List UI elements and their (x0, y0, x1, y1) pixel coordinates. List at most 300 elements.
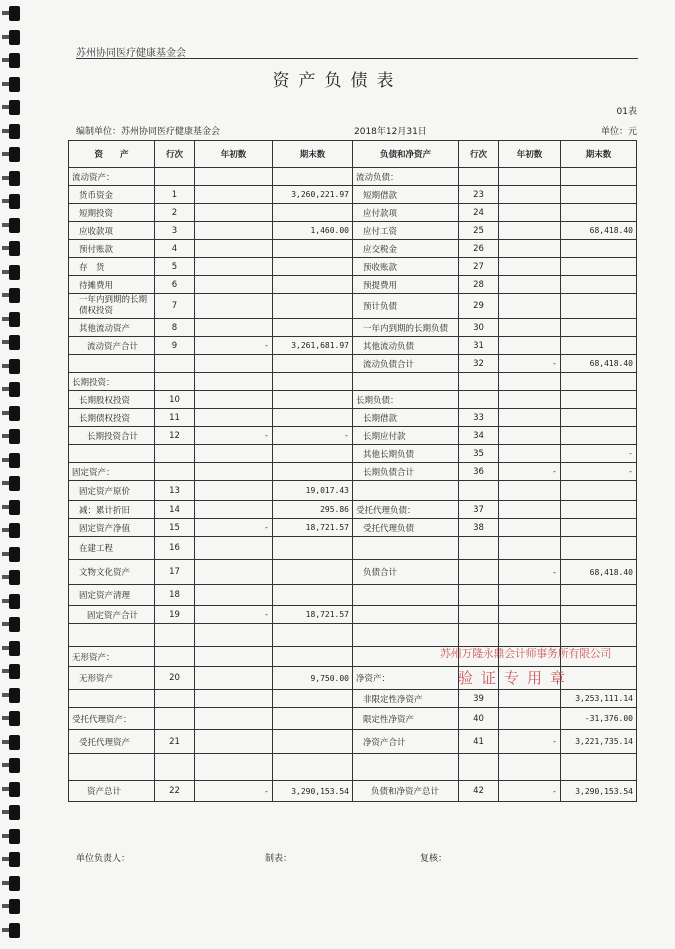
cell-asset-line: 5 (155, 258, 195, 276)
cell-asset-begin (195, 481, 273, 501)
cell-liab-begin: - (499, 560, 561, 585)
binding-ring (9, 523, 20, 538)
cell-asset-begin (195, 624, 273, 647)
cell-asset-line: 22 (155, 781, 195, 802)
cell-asset-name: 货币资金 (69, 186, 155, 204)
binding-ring (9, 382, 20, 397)
cell-asset-name (69, 690, 155, 708)
binding-ring (9, 852, 20, 867)
cell-asset-end (273, 294, 353, 319)
cell-asset-end (273, 391, 353, 409)
cell-asset-end (273, 168, 353, 186)
cell-asset-name: 固定资产： (69, 463, 155, 481)
cell-liab-end (561, 585, 637, 606)
cell-asset-end (273, 258, 353, 276)
table-row (69, 537, 637, 560)
binding-ring (9, 147, 20, 162)
cell-liab-end: 3,253,111.14 (561, 690, 637, 708)
cell-liab-name: 预计负债 (353, 294, 459, 319)
prepared-by: 编制单位：苏州协同医疗健康基金会 (76, 127, 221, 137)
cell-asset-line: 6 (155, 276, 195, 294)
cell-liab-name: 应交税金 (353, 240, 459, 258)
cell-liab-begin (499, 754, 561, 781)
cell-liab-end: - (561, 463, 637, 481)
column-header-asset-line: 行次 (155, 141, 195, 168)
cell-asset-begin (195, 391, 273, 409)
table-row (69, 337, 637, 355)
cell-liab-line: 38 (459, 519, 499, 537)
cell-asset-end: 1,460.00 (273, 222, 353, 240)
cell-asset-end (273, 647, 353, 667)
cell-liab-begin (499, 258, 561, 276)
cell-asset-begin (195, 168, 273, 186)
cell-liab-name (353, 481, 459, 501)
table-row (69, 409, 637, 427)
cell-liab-name: 流动负债： (353, 168, 459, 186)
cell-asset-begin (195, 647, 273, 667)
cell-liab-name (353, 754, 459, 781)
signature-reviewer: 复核： (420, 854, 448, 864)
cell-asset-line (155, 463, 195, 481)
cell-liab-begin (499, 501, 561, 519)
cell-liab-end (561, 294, 637, 319)
cell-liab-name: 净资产合计 (353, 730, 459, 754)
cell-liab-name (353, 585, 459, 606)
cell-liab-name: 应付款项 (353, 204, 459, 222)
cell-asset-begin (195, 730, 273, 754)
table-row (69, 294, 637, 319)
balance-sheet-table (68, 140, 637, 802)
cell-liab-line (459, 537, 499, 560)
table-row (69, 585, 637, 606)
cell-asset-name: 一年内到期的长期债权投资 (69, 294, 155, 319)
page-title: 资产负债表 (272, 71, 403, 91)
cell-asset-name: 其他流动资产 (69, 319, 155, 337)
cell-asset-line (155, 690, 195, 708)
table-row (69, 606, 637, 624)
cell-asset-begin (195, 373, 273, 391)
cell-liab-name: 净资产： (353, 667, 459, 690)
cell-asset-line: 11 (155, 409, 195, 427)
binding-ring (9, 6, 20, 21)
cell-liab-line: 27 (459, 258, 499, 276)
cell-asset-line (155, 647, 195, 667)
cell-liab-line (459, 373, 499, 391)
cell-liab-end (561, 276, 637, 294)
binding-ring (9, 476, 20, 491)
cell-liab-end: 3,290,153.54 (561, 781, 637, 802)
cell-asset-name: 文物文化资产 (69, 560, 155, 585)
cell-asset-line: 8 (155, 319, 195, 337)
cell-asset-end: 3,261,681.97 (273, 337, 353, 355)
table-row (69, 204, 637, 222)
cell-asset-name (69, 754, 155, 781)
cell-asset-line (155, 754, 195, 781)
table-row (69, 481, 637, 501)
form-number: 01表 (616, 107, 637, 117)
cell-asset-begin: - (195, 519, 273, 537)
cell-asset-begin (195, 501, 273, 519)
cell-asset-line (155, 708, 195, 730)
binding-ring (9, 30, 20, 45)
currency-unit: 单位：元 (600, 127, 637, 137)
cell-liab-begin (499, 294, 561, 319)
table-row (69, 708, 637, 730)
cell-liab-line: 35 (459, 445, 499, 463)
cell-asset-begin: - (195, 606, 273, 624)
cell-asset-line (155, 445, 195, 463)
cell-liab-begin (499, 319, 561, 337)
cell-asset-name: 受托代理资产 (69, 730, 155, 754)
binding-ring (9, 265, 20, 280)
cell-asset-name: 应收款项 (69, 222, 155, 240)
signature-maker: 制表： (265, 854, 293, 864)
binding-ring (9, 406, 20, 421)
cell-asset-line: 15 (155, 519, 195, 537)
cell-liab-line (459, 624, 499, 647)
cell-asset-name: 受托代理资产： (69, 708, 155, 730)
cell-asset-name: 流动资产合计 (69, 337, 155, 355)
cell-liab-begin (499, 519, 561, 537)
cell-liab-line: 29 (459, 294, 499, 319)
cell-asset-begin (195, 445, 273, 463)
table-header-row (69, 141, 637, 168)
cell-asset-end (273, 445, 353, 463)
stamp-purpose: 验证专用章 (458, 669, 574, 687)
binding-ring (9, 688, 20, 703)
cell-asset-line: 7 (155, 294, 195, 319)
binding-ring (9, 641, 20, 656)
cell-liab-end (561, 754, 637, 781)
table-row (69, 754, 637, 781)
binding-ring (9, 194, 20, 209)
cell-liab-name: 应付工资 (353, 222, 459, 240)
cell-asset-name: 固定资产净值 (69, 519, 155, 537)
cell-asset-line: 16 (155, 537, 195, 560)
cell-asset-end (273, 204, 353, 222)
cell-asset-name (69, 355, 155, 373)
table-row (69, 222, 637, 240)
cell-asset-name: 待摊费用 (69, 276, 155, 294)
cell-liab-name (353, 606, 459, 624)
table-row (69, 624, 637, 647)
cell-asset-begin (195, 355, 273, 373)
cell-liab-begin (499, 445, 561, 463)
cell-liab-line: 36 (459, 463, 499, 481)
cell-asset-begin (195, 294, 273, 319)
cell-liab-begin (499, 391, 561, 409)
column-header-liab-end: 期末数 (561, 141, 637, 168)
binding-ring (9, 429, 20, 444)
cell-liab-end (561, 427, 637, 445)
cell-asset-name: 固定资产原价 (69, 481, 155, 501)
cell-liab-end (561, 391, 637, 409)
cell-liab-line: 26 (459, 240, 499, 258)
cell-liab-begin (499, 606, 561, 624)
cell-asset-line (155, 355, 195, 373)
cell-asset-name: 存 货 (69, 258, 155, 276)
cell-asset-line (155, 624, 195, 647)
binding-ring (9, 124, 20, 139)
cell-asset-begin (195, 258, 273, 276)
cell-liab-begin (499, 204, 561, 222)
cell-asset-end (273, 585, 353, 606)
cell-liab-begin (499, 537, 561, 560)
cell-asset-end: 3,290,153.54 (273, 781, 353, 802)
binding-ring (9, 923, 20, 938)
cell-asset-end (273, 730, 353, 754)
cell-liab-begin (499, 337, 561, 355)
column-header-liab-begin: 年初数 (499, 141, 561, 168)
cell-liab-end (561, 519, 637, 537)
cell-liab-end (561, 501, 637, 519)
cell-liab-line (459, 585, 499, 606)
cell-asset-name: 无形资产 (69, 667, 155, 690)
table-row (69, 519, 637, 537)
cell-asset-line: 12 (155, 427, 195, 445)
cell-liab-end: -31,376.00 (561, 708, 637, 730)
cell-asset-line (155, 373, 195, 391)
cell-asset-line: 9 (155, 337, 195, 355)
binding-ring (9, 288, 20, 303)
cell-liab-end (561, 624, 637, 647)
binding-ring (9, 876, 20, 891)
table-row (69, 168, 637, 186)
cell-asset-begin (195, 409, 273, 427)
cell-asset-line (155, 168, 195, 186)
column-header-liab-line: 行次 (459, 141, 499, 168)
cell-liab-name: 长期借款 (353, 409, 459, 427)
cell-asset-end: 19,017.43 (273, 481, 353, 501)
cell-asset-end (273, 708, 353, 730)
table-row (69, 427, 637, 445)
table-row (69, 258, 637, 276)
cell-liab-line: 40 (459, 708, 499, 730)
cell-asset-begin (195, 204, 273, 222)
cell-liab-name: 长期负债： (353, 391, 459, 409)
binding-ring (9, 758, 20, 773)
cell-liab-begin (499, 481, 561, 501)
cell-asset-name: 流动资产： (69, 168, 155, 186)
cell-liab-line: 32 (459, 355, 499, 373)
cell-asset-line: 1 (155, 186, 195, 204)
cell-liab-begin: - (499, 355, 561, 373)
cell-liab-end (561, 186, 637, 204)
cell-asset-name: 长期债权投资 (69, 409, 155, 427)
cell-asset-begin (195, 186, 273, 204)
cell-asset-name: 短期投资 (69, 204, 155, 222)
cell-asset-name (69, 624, 155, 647)
table-row (69, 240, 637, 258)
cell-asset-end: - (273, 427, 353, 445)
table-row (69, 355, 637, 373)
binding-ring (9, 711, 20, 726)
table-row (69, 501, 637, 519)
cell-liab-name: 限定性净资产 (353, 708, 459, 730)
cell-liab-begin (499, 276, 561, 294)
cell-liab-line: 24 (459, 204, 499, 222)
cell-liab-name: 受托代理负债： (353, 501, 459, 519)
header-divider (76, 58, 638, 59)
cell-liab-begin (499, 427, 561, 445)
cell-liab-line: 41 (459, 730, 499, 754)
cell-liab-begin (499, 708, 561, 730)
cell-asset-end: 3,260,221.97 (273, 186, 353, 204)
cell-liab-end (561, 337, 637, 355)
cell-liab-begin: - (499, 781, 561, 802)
binding-ring (9, 829, 20, 844)
cell-liab-line (459, 391, 499, 409)
cell-asset-end: 9,750.00 (273, 667, 353, 690)
cell-asset-name: 无形资产： (69, 647, 155, 667)
binding-ring (9, 241, 20, 256)
table-row (69, 445, 637, 463)
cell-asset-end (273, 537, 353, 560)
table-row (69, 186, 637, 204)
cell-asset-name (69, 445, 155, 463)
cell-liab-name: 其他长期负债 (353, 445, 459, 463)
table-row (69, 391, 637, 409)
cell-liab-end: 68,418.40 (561, 222, 637, 240)
binding-ring (9, 335, 20, 350)
cell-asset-begin (195, 319, 273, 337)
cell-liab-line: 33 (459, 409, 499, 427)
cell-liab-name: 非限定性净资产 (353, 690, 459, 708)
column-header-asset-begin: 年初数 (195, 141, 273, 168)
binding-ring (9, 547, 20, 562)
cell-liab-name: 长期负债合计 (353, 463, 459, 481)
cell-asset-begin (195, 690, 273, 708)
table-row (69, 276, 637, 294)
cell-liab-name: 预提费用 (353, 276, 459, 294)
header-org: 苏州协同医疗健康基金会 (76, 48, 186, 59)
cell-asset-end (273, 624, 353, 647)
cell-asset-begin (195, 240, 273, 258)
binding-ring (9, 500, 20, 515)
report-date: 2018年12月31日 (354, 127, 427, 137)
binding-ring (9, 453, 20, 468)
cell-liab-end: 68,418.40 (561, 355, 637, 373)
cell-asset-end (273, 373, 353, 391)
cell-asset-line: 18 (155, 585, 195, 606)
cell-asset-line: 2 (155, 204, 195, 222)
cell-asset-line: 3 (155, 222, 195, 240)
cell-liab-line: 42 (459, 781, 499, 802)
cell-asset-begin (195, 560, 273, 585)
binding-ring (9, 617, 20, 632)
cell-asset-line: 13 (155, 481, 195, 501)
binding-ring (9, 805, 20, 820)
cell-asset-begin (195, 276, 273, 294)
table-row (69, 730, 637, 754)
cell-liab-begin: - (499, 730, 561, 754)
cell-liab-end (561, 240, 637, 258)
cell-asset-line: 19 (155, 606, 195, 624)
cell-asset-end (273, 409, 353, 427)
cell-liab-line (459, 754, 499, 781)
table-row (69, 560, 637, 585)
cell-asset-end (273, 754, 353, 781)
cell-liab-end (561, 319, 637, 337)
cell-asset-name: 固定资产清理 (69, 585, 155, 606)
cell-liab-end: - (561, 445, 637, 463)
stamp-firm: 苏州万隆永鼎会计师事务所有限公司 (440, 647, 612, 660)
cell-liab-begin (499, 409, 561, 427)
cell-liab-line: 34 (459, 427, 499, 445)
cell-liab-begin: - (499, 463, 561, 481)
cell-liab-begin (499, 186, 561, 204)
cell-asset-line: 14 (155, 501, 195, 519)
cell-asset-end: 18,721.57 (273, 519, 353, 537)
cell-liab-begin (499, 240, 561, 258)
cell-liab-end (561, 373, 637, 391)
audit-stamp (440, 645, 612, 695)
cell-liab-name: 一年内到期的长期负债 (353, 319, 459, 337)
cell-liab-line (459, 481, 499, 501)
cell-asset-begin (195, 708, 273, 730)
cell-asset-end: 295.86 (273, 501, 353, 519)
cell-asset-name: 在建工程 (69, 537, 155, 560)
cell-liab-name (353, 373, 459, 391)
cell-asset-name: 固定资产合计 (69, 606, 155, 624)
table-row (69, 463, 637, 481)
cell-asset-line: 17 (155, 560, 195, 585)
cell-asset-begin (195, 754, 273, 781)
cell-asset-end: 18,721.57 (273, 606, 353, 624)
binding-ring (9, 570, 20, 585)
cell-asset-begin: - (195, 781, 273, 802)
cell-asset-begin: - (195, 427, 273, 445)
signature-head: 单位负责人： (76, 854, 131, 864)
column-header-asset-name: 资 产 (69, 141, 155, 168)
cell-liab-begin (499, 624, 561, 647)
cell-liab-line: 37 (459, 501, 499, 519)
cell-asset-end (273, 560, 353, 585)
cell-liab-name: 短期借款 (353, 186, 459, 204)
binding-ring (9, 782, 20, 797)
cell-liab-line (459, 168, 499, 186)
cell-asset-name: 减：累计折旧 (69, 501, 155, 519)
cell-liab-end (561, 258, 637, 276)
cell-liab-line: 23 (459, 186, 499, 204)
cell-asset-name: 长期投资合计 (69, 427, 155, 445)
binding-ring (9, 899, 20, 914)
table-row (69, 319, 637, 337)
cell-liab-end (561, 204, 637, 222)
cell-asset-end (273, 240, 353, 258)
cell-liab-end (561, 606, 637, 624)
cell-liab-end (561, 481, 637, 501)
cell-liab-line (459, 606, 499, 624)
spiral-binding (0, 0, 22, 949)
binding-ring (9, 100, 20, 115)
binding-ring (9, 312, 20, 327)
cell-liab-begin (499, 373, 561, 391)
cell-asset-name: 资产总计 (69, 781, 155, 802)
cell-asset-line: 20 (155, 667, 195, 690)
cell-liab-line (459, 560, 499, 585)
cell-asset-line: 4 (155, 240, 195, 258)
cell-asset-name: 长期股权投资 (69, 391, 155, 409)
cell-liab-name: 负债合计 (353, 560, 459, 585)
cell-liab-line: 28 (459, 276, 499, 294)
cell-liab-name: 受托代理负债 (353, 519, 459, 537)
cell-asset-end (273, 690, 353, 708)
binding-ring (9, 171, 20, 186)
cell-asset-end (273, 276, 353, 294)
cell-liab-name: 其他流动负债 (353, 337, 459, 355)
cell-liab-line: 31 (459, 337, 499, 355)
